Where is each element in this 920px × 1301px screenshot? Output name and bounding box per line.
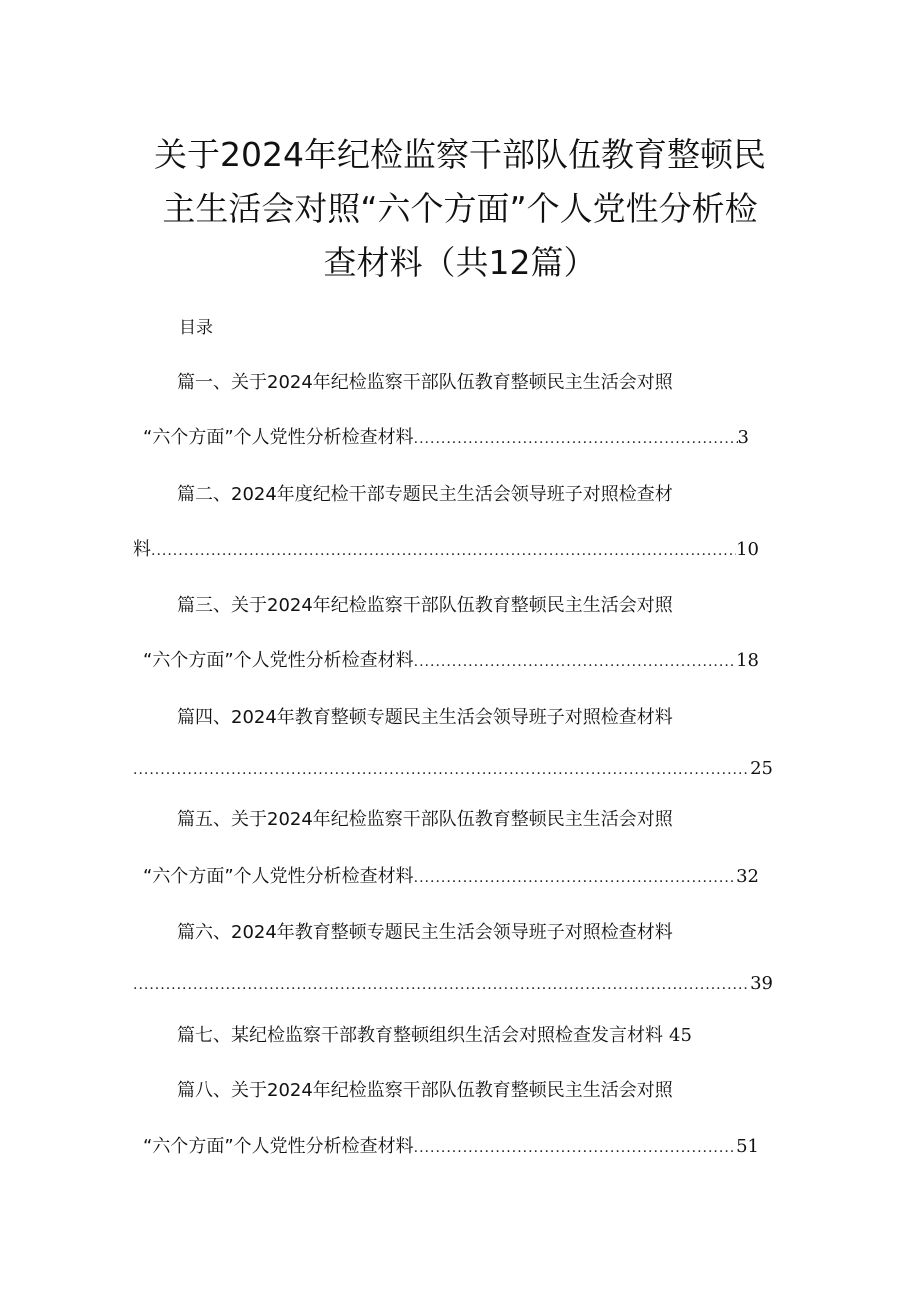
toc-entry-4-line1[interactable]: 篇四、2024年教育整顿专题民主生活会领导班子对照检查材料 [177,707,673,728]
toc-entry-8-line2[interactable] [143,1134,759,1161]
toc-leader-dots [414,426,738,452]
toc-heading: 目录 [179,318,213,338]
toc-entry-1-line2[interactable] [143,425,749,452]
title-line-3: 查材料（共12篇） [323,243,597,282]
toc-entry-7-page: 45 [669,1025,692,1046]
toc-leader-dots [414,865,736,891]
toc-entry-6-line2[interactable] [133,971,773,998]
toc-entry-4-page: 25 [750,758,773,779]
toc-entry-5-text: “六个方面”个人党性分析检查材料 [143,866,414,887]
toc-entry-8-text: “六个方面”个人党性分析检查材料 [143,1136,414,1157]
toc-leader-dots [133,972,750,998]
toc-entry-3-text: “六个方面”个人党性分析检查材料 [143,650,414,671]
toc-entry-7-text: 篇七、某纪检监察干部教育整顿组织生活会对照检查发言材料 [177,1025,663,1046]
toc-entry-1-page: 3 [737,427,749,448]
toc-entry-5-line2[interactable] [143,864,759,891]
toc-entry-2-page: 10 [736,539,759,560]
title-line-1: 关于2024年纪检监察干部队伍教育整顿民 [154,135,766,174]
toc-entry-5-line1[interactable]: 篇五、关于2024年纪检监察干部队伍教育整顿民主生活会对照 [177,809,673,830]
toc-entry-1-line1[interactable]: 篇一、关于2024年纪检监察干部队伍教育整顿民主生活会对照 [177,372,673,393]
toc-entry-5-page: 32 [736,866,759,887]
toc-entry-2-text: 料 [133,539,151,560]
title-line-2: 主生活会对照“六个方面”个人党性分析检 [162,189,758,228]
toc-entry-3-line1[interactable]: 篇三、关于2024年纪检监察干部队伍教育整顿民主生活会对照 [177,595,673,616]
document-title [120,128,800,290]
toc-leader-dots [414,649,736,675]
toc-entry-8-line1[interactable]: 篇八、关于2024年纪检监察干部队伍教育整顿民主生活会对照 [177,1080,673,1101]
toc-leader-dots [414,1135,736,1161]
toc-entry-6-line1[interactable]: 篇六、2024年教育整顿专题民主生活会领导班子对照检查材料 [177,922,673,943]
toc-entry-1-text: “六个方面”个人党性分析检查材料 [143,427,414,448]
toc-entry-6-page: 39 [750,973,773,994]
toc-entry-2-line1[interactable]: 篇二、2024年度纪检干部专题民主生活会领导班子对照检查材 [177,484,673,505]
toc-leader-dots [133,757,750,783]
toc-entry-2-line2[interactable] [133,537,759,564]
toc-entry-8-page: 51 [736,1136,759,1157]
toc-entry-3-line2[interactable] [143,648,759,675]
toc-entry-4-line2[interactable] [133,756,773,783]
toc-entry-7[interactable] [177,1023,692,1049]
toc-entry-3-page: 18 [736,650,759,671]
toc-leader-dots [151,538,736,564]
